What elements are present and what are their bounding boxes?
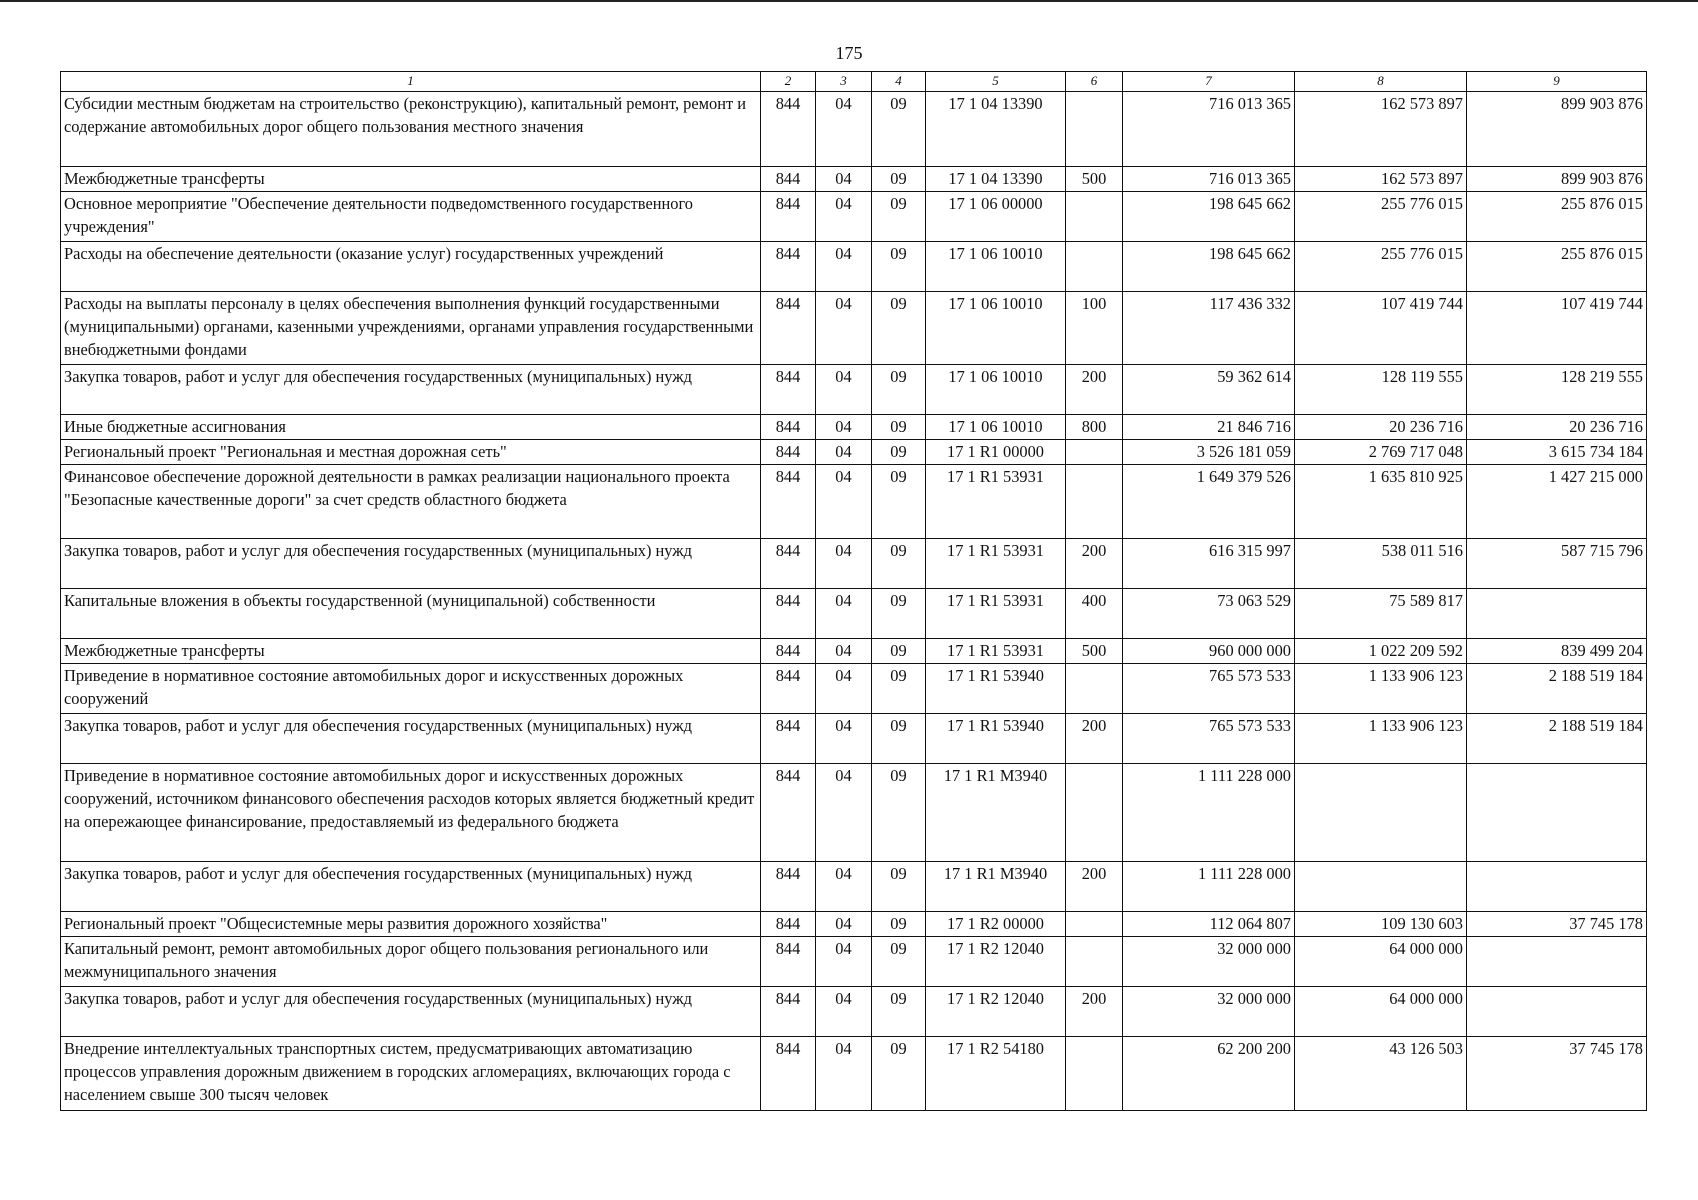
cell-amount-2: 20 236 716	[1295, 415, 1467, 440]
cell-amount-1: 112 064 807	[1123, 912, 1295, 937]
cell-amount-2: 1 022 209 592	[1295, 639, 1467, 664]
cell-amount-1: 117 436 332	[1123, 292, 1295, 365]
table-row	[61, 192, 1647, 242]
cell-gl: 844	[761, 764, 816, 862]
column-header: 7	[1123, 72, 1295, 92]
cell-gl: 844	[761, 912, 816, 937]
row-name: Межбюджетные трансферты	[61, 639, 761, 664]
cell-csr: 17 1 R1 53940	[926, 714, 1066, 764]
table-row	[61, 912, 1647, 937]
cell-amount-1: 32 000 000	[1123, 937, 1295, 987]
cell-amount-1: 1 111 228 000	[1123, 862, 1295, 912]
cell-gl: 844	[761, 192, 816, 242]
cell-gl: 844	[761, 714, 816, 764]
cell-gl: 844	[761, 465, 816, 539]
cell-amount-1: 198 645 662	[1123, 192, 1295, 242]
row-name: Субсидии местным бюджетам на строительство (реконструкцию), капитальный ремонт, ремонт и содержание автомобильных дорог общего пользования местного значения	[61, 92, 761, 167]
cell-gl: 844	[761, 415, 816, 440]
cell-amount-2: 255 776 015	[1295, 242, 1467, 292]
cell-pr: 09	[872, 1037, 926, 1111]
cell-gl: 844	[761, 589, 816, 639]
cell-gl: 844	[761, 292, 816, 365]
cell-amount-1: 616 315 997	[1123, 539, 1295, 589]
cell-pr: 09	[872, 167, 926, 192]
cell-vr: 200	[1066, 862, 1123, 912]
cell-amount-1: 21 846 716	[1123, 415, 1295, 440]
cell-rz: 04	[816, 292, 872, 365]
row-name: Закупка товаров, работ и услуг для обеспечения государственных (муниципальных) нужд	[61, 714, 761, 764]
header-row	[61, 72, 1647, 92]
column-header: 6	[1066, 72, 1123, 92]
column-header: 1	[61, 72, 761, 92]
cell-amount-2	[1295, 764, 1467, 862]
table-row	[61, 92, 1647, 167]
cell-gl: 844	[761, 1037, 816, 1111]
cell-rz: 04	[816, 167, 872, 192]
cell-vr	[1066, 92, 1123, 167]
cell-gl: 844	[761, 937, 816, 987]
cell-vr: 400	[1066, 589, 1123, 639]
budget-table	[60, 71, 1647, 1111]
cell-amount-1: 716 013 365	[1123, 167, 1295, 192]
row-name: Приведение в нормативное состояние автомобильных дорог и искусственных дорожных сооружений	[61, 664, 761, 714]
cell-gl: 844	[761, 440, 816, 465]
cell-amount-3	[1467, 764, 1647, 862]
cell-amount-3: 899 903 876	[1467, 92, 1647, 167]
cell-pr: 09	[872, 539, 926, 589]
cell-pr: 09	[872, 589, 926, 639]
cell-amount-3	[1467, 589, 1647, 639]
cell-amount-2: 1 635 810 925	[1295, 465, 1467, 539]
cell-pr: 09	[872, 192, 926, 242]
cell-amount-1: 32 000 000	[1123, 987, 1295, 1037]
cell-amount-1: 765 573 533	[1123, 714, 1295, 764]
cell-amount-2: 64 000 000	[1295, 937, 1467, 987]
cell-amount-3: 2 188 519 184	[1467, 664, 1647, 714]
cell-amount-3: 899 903 876	[1467, 167, 1647, 192]
table-row	[61, 440, 1647, 465]
table-row	[61, 664, 1647, 714]
cell-csr: 17 1 R1 53931	[926, 639, 1066, 664]
column-header: 9	[1467, 72, 1647, 92]
cell-csr: 17 1 06 10010	[926, 365, 1066, 415]
cell-amount-2: 43 126 503	[1295, 1037, 1467, 1111]
cell-pr: 09	[872, 292, 926, 365]
cell-amount-1: 198 645 662	[1123, 242, 1295, 292]
cell-amount-2: 1 133 906 123	[1295, 664, 1467, 714]
cell-pr: 09	[872, 862, 926, 912]
cell-rz: 04	[816, 365, 872, 415]
cell-amount-1: 62 200 200	[1123, 1037, 1295, 1111]
table-row	[61, 862, 1647, 912]
cell-gl: 844	[761, 167, 816, 192]
cell-vr	[1066, 465, 1123, 539]
cell-gl: 844	[761, 92, 816, 167]
cell-amount-3	[1467, 987, 1647, 1037]
cell-rz: 04	[816, 764, 872, 862]
cell-amount-1: 716 013 365	[1123, 92, 1295, 167]
cell-pr: 09	[872, 714, 926, 764]
row-name: Иные бюджетные ассигнования	[61, 415, 761, 440]
cell-csr: 17 1 04 13390	[926, 167, 1066, 192]
cell-rz: 04	[816, 440, 872, 465]
cell-pr: 09	[872, 664, 926, 714]
cell-amount-2: 1 133 906 123	[1295, 714, 1467, 764]
cell-amount-3: 1 427 215 000	[1467, 465, 1647, 539]
cell-vr: 500	[1066, 639, 1123, 664]
cell-amount-2: 162 573 897	[1295, 167, 1467, 192]
cell-vr: 200	[1066, 714, 1123, 764]
cell-pr: 09	[872, 987, 926, 1037]
cell-amount-1: 3 526 181 059	[1123, 440, 1295, 465]
cell-vr: 200	[1066, 539, 1123, 589]
table-row	[61, 639, 1647, 664]
column-header: 2	[761, 72, 816, 92]
table-row	[61, 714, 1647, 764]
cell-csr: 17 1 R1 53931	[926, 539, 1066, 589]
cell-vr	[1066, 242, 1123, 292]
cell-amount-2: 2 769 717 048	[1295, 440, 1467, 465]
cell-pr: 09	[872, 465, 926, 539]
cell-pr: 09	[872, 937, 926, 987]
cell-csr: 17 1 R1 53931	[926, 589, 1066, 639]
cell-rz: 04	[816, 664, 872, 714]
table-row	[61, 465, 1647, 539]
row-name: Расходы на выплаты персоналу в целях обеспечения выполнения функций государственными (муниципальными) органами, казенными учреждениями, органами управления государственными внебюджетными фондами	[61, 292, 761, 365]
cell-pr: 09	[872, 365, 926, 415]
cell-csr: 17 1 06 10010	[926, 292, 1066, 365]
cell-csr: 17 1 R1 53931	[926, 465, 1066, 539]
cell-amount-2	[1295, 862, 1467, 912]
cell-pr: 09	[872, 912, 926, 937]
cell-amount-2: 255 776 015	[1295, 192, 1467, 242]
cell-gl: 844	[761, 987, 816, 1037]
cell-vr	[1066, 664, 1123, 714]
cell-vr: 200	[1066, 987, 1123, 1037]
cell-gl: 844	[761, 242, 816, 292]
cell-rz: 04	[816, 242, 872, 292]
cell-rz: 04	[816, 192, 872, 242]
cell-vr	[1066, 440, 1123, 465]
scan-top-edge	[0, 0, 1698, 2]
cell-amount-3: 37 745 178	[1467, 1037, 1647, 1111]
cell-csr: 17 1 06 00000	[926, 192, 1066, 242]
cell-pr: 09	[872, 764, 926, 862]
column-header: 4	[872, 72, 926, 92]
cell-rz: 04	[816, 912, 872, 937]
cell-vr: 500	[1066, 167, 1123, 192]
cell-amount-3: 255 876 015	[1467, 192, 1647, 242]
column-header: 5	[926, 72, 1066, 92]
column-header: 8	[1295, 72, 1467, 92]
cell-csr: 17 1 R2 00000	[926, 912, 1066, 937]
column-header: 3	[816, 72, 872, 92]
cell-pr: 09	[872, 639, 926, 664]
cell-rz: 04	[816, 92, 872, 167]
cell-amount-3	[1467, 862, 1647, 912]
cell-vr	[1066, 1037, 1123, 1111]
table-row	[61, 292, 1647, 365]
cell-gl: 844	[761, 365, 816, 415]
table-row	[61, 1037, 1647, 1111]
cell-vr	[1066, 764, 1123, 862]
table-row	[61, 539, 1647, 589]
row-name: Расходы на обеспечение деятельности (оказание услуг) государственных учреждений	[61, 242, 761, 292]
row-name: Межбюджетные трансферты	[61, 167, 761, 192]
cell-rz: 04	[816, 415, 872, 440]
cell-amount-3: 20 236 716	[1467, 415, 1647, 440]
cell-csr: 17 1 04 13390	[926, 92, 1066, 167]
row-name: Основное мероприятие "Обеспечение деятельности подведомственного государственного учреждения"	[61, 192, 761, 242]
cell-csr: 17 1 R1 53940	[926, 664, 1066, 714]
cell-amount-3: 2 188 519 184	[1467, 714, 1647, 764]
cell-amount-1: 1 649 379 526	[1123, 465, 1295, 539]
table-row	[61, 937, 1647, 987]
cell-amount-1: 1 111 228 000	[1123, 764, 1295, 862]
cell-vr: 200	[1066, 365, 1123, 415]
cell-pr: 09	[872, 92, 926, 167]
cell-csr: 17 1 R2 54180	[926, 1037, 1066, 1111]
cell-vr: 100	[1066, 292, 1123, 365]
cell-amount-1: 59 362 614	[1123, 365, 1295, 415]
table-row	[61, 589, 1647, 639]
table-row	[61, 987, 1647, 1037]
row-name: Закупка товаров, работ и услуг для обеспечения государственных (муниципальных) нужд	[61, 365, 761, 415]
cell-csr: 17 1 R1 M3940	[926, 764, 1066, 862]
cell-rz: 04	[816, 714, 872, 764]
cell-amount-2: 128 119 555	[1295, 365, 1467, 415]
cell-vr	[1066, 192, 1123, 242]
cell-amount-3: 839 499 204	[1467, 639, 1647, 664]
cell-amount-2: 107 419 744	[1295, 292, 1467, 365]
cell-pr: 09	[872, 415, 926, 440]
table-row	[61, 167, 1647, 192]
cell-vr	[1066, 937, 1123, 987]
row-name: Приведение в нормативное состояние автомобильных дорог и искусственных дорожных сооружений, источником финансового обеспечения расходов которых является бюджетный кредит на опережающее финансирование, предоставляемый из федерального бюджета	[61, 764, 761, 862]
cell-rz: 04	[816, 937, 872, 987]
table-row	[61, 415, 1647, 440]
cell-csr: 17 1 R1 00000	[926, 440, 1066, 465]
cell-amount-3: 3 615 734 184	[1467, 440, 1647, 465]
cell-rz: 04	[816, 465, 872, 539]
table-row	[61, 764, 1647, 862]
row-name: Закупка товаров, работ и услуг для обеспечения государственных (муниципальных) нужд	[61, 987, 761, 1037]
row-name: Региональный проект "Общесистемные меры развития дорожного хозяйства"	[61, 912, 761, 937]
row-name: Внедрение интеллектуальных транспортных систем, предусматривающих автоматизацию процессов управления дорожным движением в городских агломерациях, включающих города с населением свыше 300 тысяч человек	[61, 1037, 761, 1111]
row-name: Финансовое обеспечение дорожной деятельности в рамках реализации национального проекта "Безопасные качественные дороги" за счет средств областного бюджета	[61, 465, 761, 539]
cell-amount-2: 75 589 817	[1295, 589, 1467, 639]
cell-pr: 09	[872, 440, 926, 465]
cell-csr: 17 1 06 10010	[926, 242, 1066, 292]
cell-amount-3: 107 419 744	[1467, 292, 1647, 365]
cell-gl: 844	[761, 664, 816, 714]
cell-rz: 04	[816, 987, 872, 1037]
cell-amount-3	[1467, 937, 1647, 987]
cell-amount-1: 960 000 000	[1123, 639, 1295, 664]
cell-vr: 800	[1066, 415, 1123, 440]
cell-amount-2: 64 000 000	[1295, 987, 1467, 1037]
cell-rz: 04	[816, 862, 872, 912]
cell-rz: 04	[816, 539, 872, 589]
row-name: Закупка товаров, работ и услуг для обеспечения государственных (муниципальных) нужд	[61, 539, 761, 589]
cell-gl: 844	[761, 539, 816, 589]
cell-csr: 17 1 R2 12040	[926, 937, 1066, 987]
cell-csr: 17 1 06 10010	[926, 415, 1066, 440]
row-name: Капитальные вложения в объекты государственной (муниципальной) собственности	[61, 589, 761, 639]
cell-rz: 04	[816, 639, 872, 664]
cell-rz: 04	[816, 589, 872, 639]
cell-csr: 17 1 R1 M3940	[926, 862, 1066, 912]
table-row	[61, 365, 1647, 415]
table-row	[61, 242, 1647, 292]
row-name: Капитальный ремонт, ремонт автомобильных дорог общего пользования регионального или межмуниципального значения	[61, 937, 761, 987]
cell-gl: 844	[761, 639, 816, 664]
cell-vr	[1066, 912, 1123, 937]
cell-amount-3: 128 219 555	[1467, 365, 1647, 415]
cell-pr: 09	[872, 242, 926, 292]
cell-amount-3: 37 745 178	[1467, 912, 1647, 937]
cell-amount-3: 255 876 015	[1467, 242, 1647, 292]
row-name: Региональный проект "Региональная и местная дорожная сеть"	[61, 440, 761, 465]
cell-csr: 17 1 R2 12040	[926, 987, 1066, 1037]
page-number: 175	[835, 43, 863, 63]
table-body	[61, 92, 1647, 1111]
cell-gl: 844	[761, 862, 816, 912]
row-name: Закупка товаров, работ и услуг для обеспечения государственных (муниципальных) нужд	[61, 862, 761, 912]
cell-amount-2: 538 011 516	[1295, 539, 1467, 589]
cell-amount-3: 587 715 796	[1467, 539, 1647, 589]
cell-amount-1: 73 063 529	[1123, 589, 1295, 639]
cell-amount-2: 109 130 603	[1295, 912, 1467, 937]
cell-amount-1: 765 573 533	[1123, 664, 1295, 714]
cell-amount-2: 162 573 897	[1295, 92, 1467, 167]
cell-rz: 04	[816, 1037, 872, 1111]
